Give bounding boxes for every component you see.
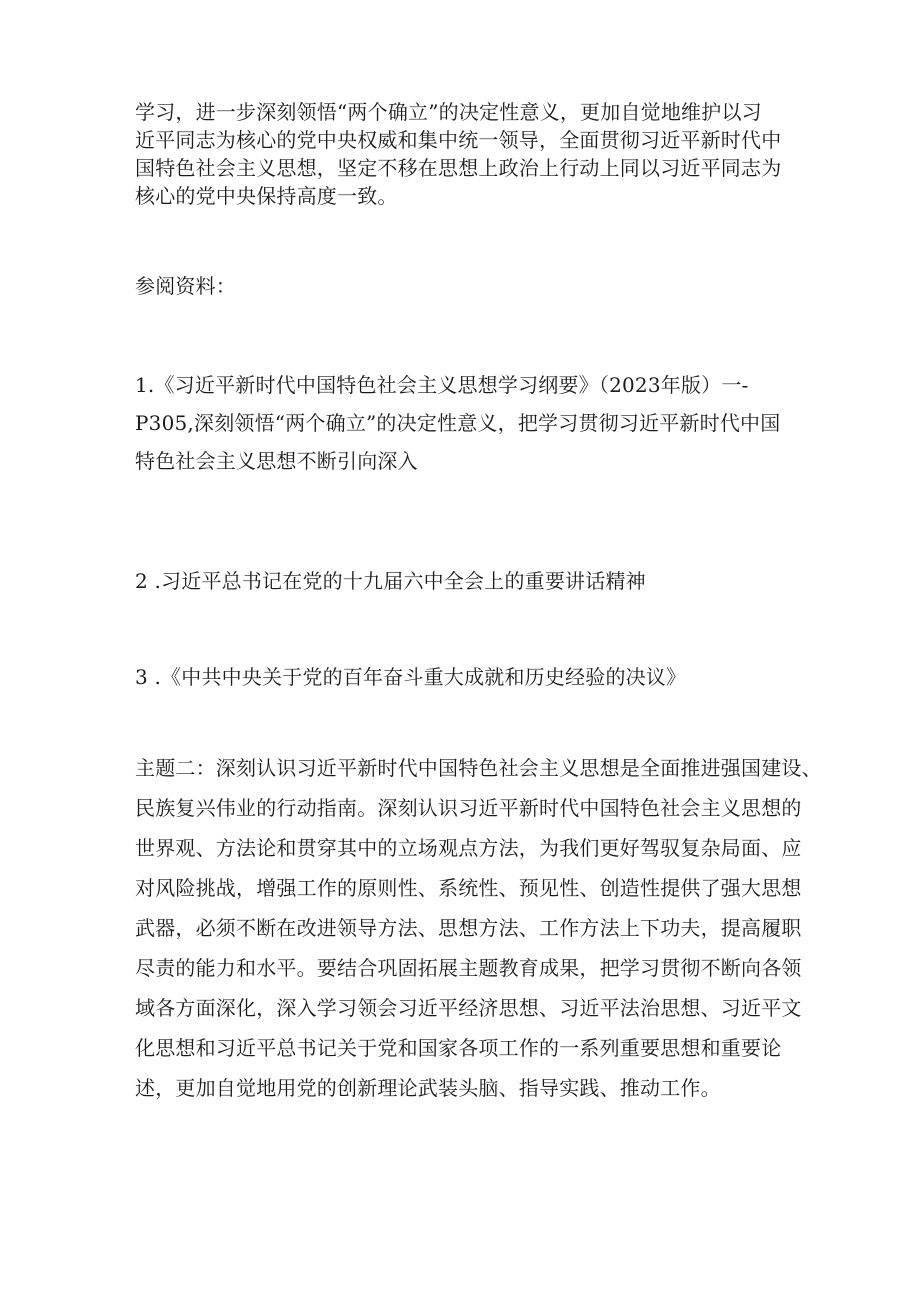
intro-line: 学习，进一步深刻领悟“两个确立”的决定性意义，更加自觉地维护以习: [135, 100, 762, 124]
theme-two-line: 世界观、方法论和贯穿其中的立场观点方法，为我们更好驾驭复杂局面、应: [135, 836, 802, 860]
theme-two-line: 化思想和习近平总书记关于党和国家各项工作的一系列重要思想和重要论: [135, 1036, 782, 1060]
intro-line: 国特色社会主义思想，坚定不移在思想上政治上行动上同以习近平同志为: [135, 156, 782, 180]
theme-two-line: 域各方面深化，深入学习领会习近平经济思想、习近平法治思想、习近平文: [135, 996, 802, 1020]
intro-line: 核心的党中央保持高度一致。: [135, 184, 398, 208]
reference-item-2: [135, 566, 805, 596]
theme-two-line: 主题二：深刻认识习近平新时代中国特色社会主义思想是全面推进强国建设、: [135, 756, 822, 780]
intro-line: 近平同志为核心的党中央权威和集中统一领导，全面贯彻习近平新时代中: [135, 128, 782, 152]
reference-item-1: [135, 366, 805, 480]
reference-item-2-text: 2 .习近平总书记在党的十九届六中全会上的重要讲话精神: [135, 569, 646, 593]
reference-item-3-text: 3 .《中共中央关于党的百年奋斗重大成就和历史经验的决议》: [135, 665, 687, 689]
reference-item-1-line: 特色社会主义思想不断引向深入: [135, 449, 418, 473]
reference-item-3: [135, 662, 805, 692]
theme-two-line: 对风险挑战，增强工作的原则性、系统性、预见性、创造性提供了强大思想: [135, 876, 802, 900]
theme-two-line: 民族复兴伟业的行动指南。深刻认识习近平新时代中国特色社会主义思想的: [135, 796, 802, 820]
references-heading: 参阅资料：: [135, 274, 236, 298]
intro-paragraph: [135, 98, 805, 210]
theme-two-line: 尽责的能力和水平。要结合巩固拓展主题教育成果，把学习贯彻不断向各领: [135, 956, 802, 980]
reference-item-1-line: P305,深刻领悟“两个确立”的决定性意义，把学习贯彻习近平新时代中国: [135, 411, 781, 435]
theme-two-line: 述，更加自觉地用党的创新理论武装头脑、指导实践、推动工作。: [135, 1076, 721, 1100]
theme-two-line: 武器，必须不断在改进领导方法、思想方法、工作方法上下功夫，提高履职: [135, 916, 802, 940]
theme-two-paragraph: [135, 748, 822, 1108]
reference-item-1-line: 1.《习近平新时代中国特色社会主义思想学习纲要》（2023年版）一-: [135, 373, 749, 397]
